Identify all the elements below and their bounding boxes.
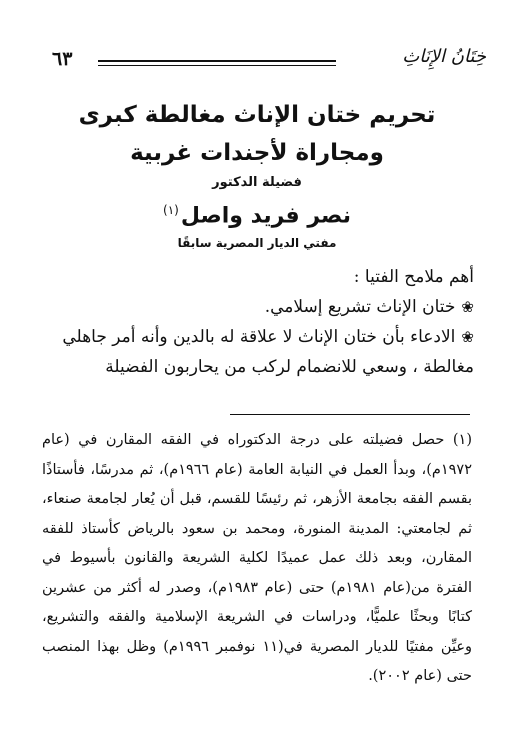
footnotes — [42, 426, 472, 692]
flower-ornament-icon: ❀ — [461, 328, 474, 346]
author-honorific: فضيلة الدكتور — [212, 175, 302, 190]
article-title-block — [40, 96, 474, 254]
author-name-line — [40, 194, 474, 232]
highlight-point-1 — [42, 292, 474, 322]
footnote-1: (١) حصل فضيلته على درجة الدكتوراه في الفقه المقارن في (عام ١٩٧٢م)، وبدأ العمل في النيابة العامة (عام ١٩٦٦م)، ثم مدرسًا، فأستاذًا بقسم الفقه بجامعة الأزهر، ثم رئيسًا للقسم، قبل أن يُعار لجامعة صنعاء، ثم لجامعتي: المدينة المنورة، ومحمد بن سعود بالرياض كأستاذ للفقه المقارن، وبعد ذلك عمل عميدًا لكلية الشريعة والقانون بأسيوط في الفترة من(عام ١٩٨١م) حتى (عام ١٩٨٣م)، وصدر له أكثر من عشرين كتابًا وبحثًا علميًّا، ودراسات في الشريعة الإسلامية والفقه والتشريع، وعيِّن مفتيًا للديار المصرية في(١١ نوفمبر ١٩٩٦م) وظل بهذا المنصب حتى (عام ٢٠٠٢). — [42, 432, 473, 684]
running-head: خِتَانُ الإِنَاثِ — [402, 46, 486, 67]
footnote-divider — [230, 414, 470, 415]
highlight-point-1-text: ختان الإناث تشريع إسلامي. — [264, 297, 456, 317]
page-number: ٦٣ — [52, 48, 73, 70]
header-rule — [98, 60, 336, 66]
author-position: مفتي الديار المصرية سابقًا — [177, 236, 337, 251]
highlight-point-2-text-line-1: الادعاء بأن ختان الإناث لا علاقة له بالدين وأنه أمر جاهلي — [62, 327, 456, 347]
fatwa-highlights — [42, 262, 474, 382]
highlight-point-2-continued: مغالطة ، وسعي للانضمام لركب من يحاربون الفضيلة — [105, 357, 474, 377]
article-title-line-2: ومجاراة لأجندات غربية — [130, 140, 384, 166]
highlight-point-2 — [42, 322, 474, 352]
highlights-heading: أهم ملامح الفتيا : — [353, 267, 474, 287]
flower-ornament-icon: ❀ — [461, 298, 474, 316]
author-footnote-ref: (١) — [163, 203, 179, 217]
page-header — [52, 46, 486, 80]
article-title-line-1: تحريم ختان الإناث مغالطة كبرى — [78, 102, 436, 128]
author-name: نصر فريد واصل — [180, 203, 351, 229]
